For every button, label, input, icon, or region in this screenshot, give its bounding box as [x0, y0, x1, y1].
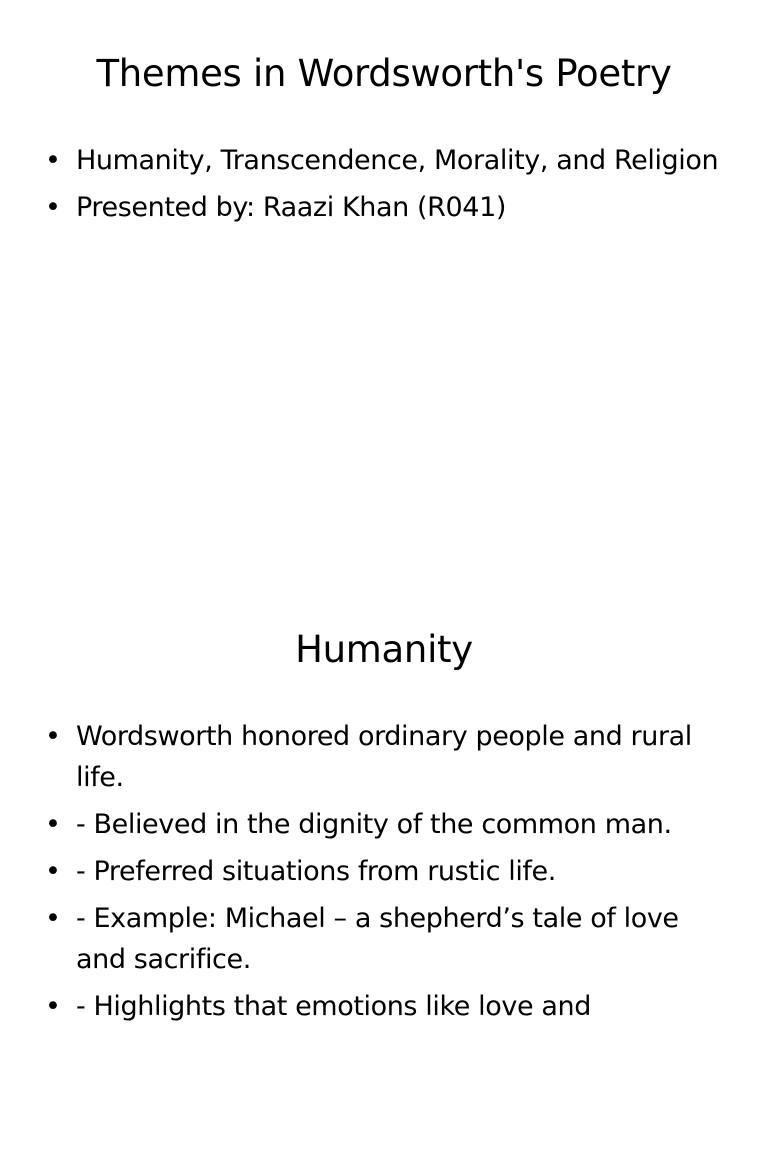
bullet-item: [0, 716, 768, 798]
bullet-item: [0, 851, 768, 892]
bullet-text: Humanity, Transcendence, Morality, and Religion: [76, 145, 719, 176]
bullet-item: [0, 187, 768, 228]
slide-title: Humanity: [295, 628, 473, 671]
bullet-list: [0, 140, 768, 234]
bullet-text: - Example: Michael – a shepherd’s tale of love and sacrifice.: [76, 903, 679, 975]
bullet-icon: •: [45, 721, 61, 752]
bullet-text: - Preferred situations from rustic life.: [76, 856, 556, 887]
bullet-item: [0, 140, 768, 181]
bullet-text: - Highlights that emotions like love and: [76, 991, 591, 1022]
bullet-icon: •: [45, 903, 61, 934]
bullet-list: [0, 716, 768, 1033]
slide-title: Themes in Wordsworth's Poetry: [96, 52, 672, 95]
bullet-text: Presented by: Raazi Khan (R041): [76, 192, 507, 223]
bullet-icon: •: [45, 192, 61, 223]
bullet-item: [0, 898, 768, 980]
bullet-item: [0, 986, 768, 1027]
bullet-icon: •: [45, 856, 61, 887]
slide-2: [0, 576, 768, 1152]
bullet-text: - Believed in the dignity of the common man.: [76, 809, 672, 840]
bullet-icon: •: [45, 809, 61, 840]
bullet-item: [0, 804, 768, 845]
bullet-icon: •: [45, 991, 61, 1022]
bullet-icon: •: [45, 145, 61, 176]
bullet-text: Wordsworth honored ordinary people and rural life.: [76, 721, 692, 793]
